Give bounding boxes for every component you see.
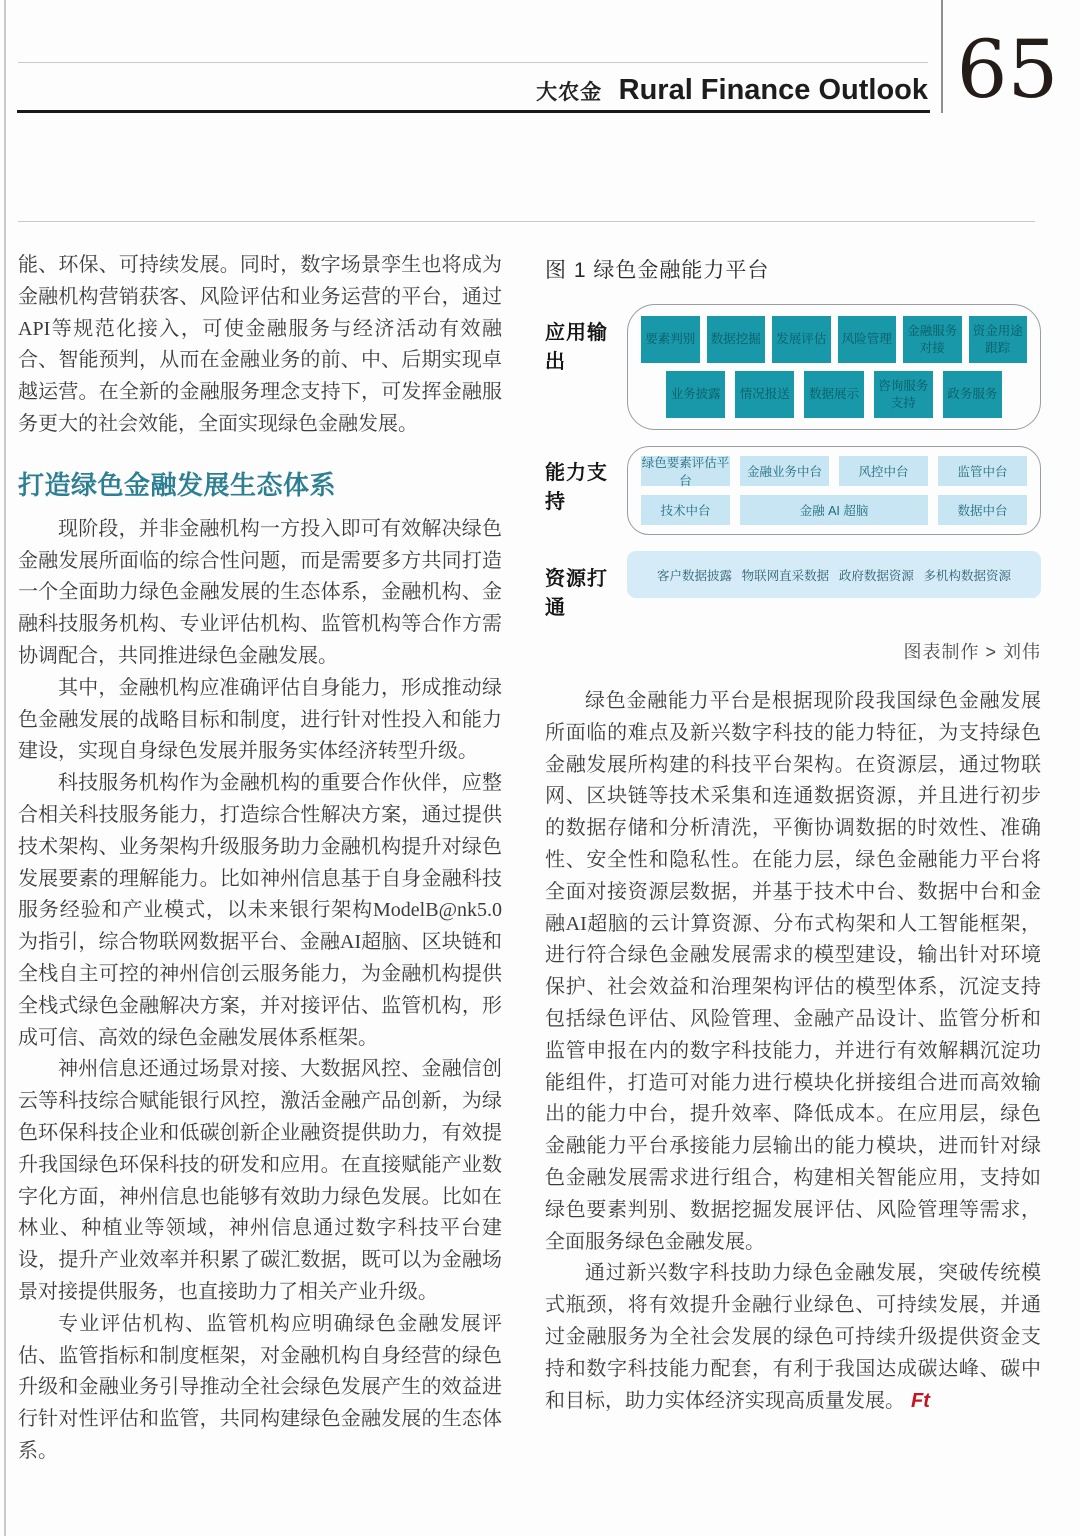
left-column <box>18 250 502 1468</box>
figure-layer-resource <box>545 551 1041 620</box>
figure-box: 业务披露 <box>666 371 725 418</box>
layer-label: 应用输出 <box>545 322 608 373</box>
resource-item: 物联网直采数据 <box>741 568 830 583</box>
capability-panel <box>627 446 1041 535</box>
article-end-mark: Ft <box>911 1389 930 1412</box>
header-rule-black <box>17 110 930 113</box>
resource-item: 客户数据披露 <box>657 568 733 583</box>
paragraph: 科技服务机构作为金融机构的重要合作伙伴，应整合相关科技服务能力，打造综合性解决方案，通过提供技术架构、业务架构升级服务助力金融机构提升对绿色发展要素的理解能力。比如神州信息基于自身金融科技服务经验和产业模式，以未来银行架构ModelB@nk5.0为指引，综合物联网数据平台、金融AI超脑、区块链和全栈自主可控的神州信创云服务能力，为金融机构提供全栈式绿色金融解决方案，并对接评估、监管机构，形成可信、高效的绿色金融发展体系框架。 <box>18 772 502 1049</box>
article-body <box>18 250 1041 1468</box>
figure-box: 金融服务对接 <box>903 316 962 363</box>
figure-box: 监管中台 <box>938 456 1027 486</box>
page-number: 65 <box>956 23 1059 116</box>
capability-grid <box>641 456 1027 525</box>
figure-box: 数据展示 <box>804 371 863 418</box>
resource-item: 多机构数据资源 <box>923 568 1011 583</box>
paragraph: 其中，金融机构应准确评估自身能力，形成推动绿色金融发展的战略目标和制度，进行针对性投入和能力建设，实现自身绿色发展并服务实体经济转型升级。 <box>18 676 502 763</box>
paragraph <box>545 1258 1041 1417</box>
app-output-panel <box>627 304 1041 430</box>
figure-box: 发展评估 <box>772 316 831 363</box>
paragraph: 神州信息还通过场景对接、大数据风控、金融信创云等科技综合赋能银行风控，激活金融产品创新，为绿色环保科技企业和低碳创新企业融资提供助力，有效提升我国绿色环保科技的研发和应用。在直接赋能产业数字化方面，神州信息也能够有效助力绿色发展。比如在林业、种植业等领域，神州信息通过数字科技平台建设，提升产业效率并积累了碳汇数据，既可以为金融场景对接提供服务，也直接助力了相关产业升级。 <box>18 1058 502 1303</box>
figure-box: 风控中台 <box>839 456 928 486</box>
figure-box: 要素判别 <box>641 316 700 363</box>
header-brand <box>18 74 928 107</box>
app-output-row1 <box>641 316 1027 363</box>
figure-box: 咨询服务支持 <box>874 371 933 418</box>
header-rule-top <box>18 62 928 63</box>
section-heading: 打造绿色金融发展生态体系 <box>18 469 337 500</box>
resource-item: 政府数据资源 <box>838 568 914 583</box>
figure-box: 情况报送 <box>735 371 794 418</box>
figure-layer-capability <box>545 446 1041 535</box>
page-header <box>0 0 1080 222</box>
figure-title: 图 1 绿色金融能力平台 <box>545 259 770 282</box>
paragraph: 能、环保、可持续发展。同时，数字场景孪生也将成为金融机构营销获客、风险评估和业务运营的平台，通过API等规范化接入，可使金融服务与经济活动有效融合、智能预判，从而在金融业务的前、中、后期实现卓越运营。在全新的金融服务理念支持下，可发挥金融服务更大的社会效能，全面实现绿色金融发展。 <box>18 254 502 435</box>
figure-box: 数据挖掘 <box>707 316 766 363</box>
figure-caption: 图表制作 > 刘伟 <box>903 642 1041 662</box>
figure-green-finance-platform <box>545 254 1041 664</box>
app-output-row2 <box>641 371 1027 418</box>
page-edge-line <box>4 0 6 1536</box>
paragraph-text: 通过新兴数字科技助力绿色金融发展，突破传统模式瓶颈，将有效提升金融行业绿色、可持续发展，并通过金融服务为全社会发展的绿色可持续升级提供资金支持和数字科技能力配套，有利于我国达成碳达峰、碳中和目标，助力实体经济实现高质量发展。 <box>545 1262 1041 1412</box>
figure-box: 金融业务中台 <box>740 456 829 486</box>
layer-label: 能力支持 <box>545 462 608 513</box>
figure-box: 绿色要素评估平台 <box>641 456 730 488</box>
header-rule-bottom <box>18 221 1035 222</box>
brand-chinese: 大农金 <box>536 81 603 104</box>
figure-box: 风险管理 <box>838 316 897 363</box>
resource-band <box>627 551 1041 598</box>
right-column <box>545 250 1041 1417</box>
figure-box: 技术中台 <box>641 495 730 525</box>
paragraph: 专业评估机构、监管机构应明确绿色金融发展评估、监管指标和制度框架，对金融机构自身经营的绿色升级和金融业务引导推动全社会绿色发展产生的效益进行针对性评估和监管，共同构建绿色金融发展的生态体系。 <box>18 1312 502 1462</box>
figure-box: 数据中台 <box>938 495 1027 525</box>
figure-box: 资金用途跟踪 <box>969 316 1028 363</box>
layer-label: 资源打通 <box>545 568 608 619</box>
header-vertical-divider <box>941 0 943 113</box>
figure-box: 政务服务 <box>943 371 1002 418</box>
paragraph: 现阶段，并非金融机构一方投入即可有效解决绿色金融发展所面临的综合性问题，而是需要多方共同打造一个全面助力绿色金融发展的生态体系，金融机构、金融科技服务机构、专业评估机构、监管机构等合作方需协调配合，共同推进绿色金融发展。 <box>18 517 502 667</box>
brand-english: Rural Finance Outlook <box>618 74 928 106</box>
paragraph: 绿色金融能力平台是根据现阶段我国绿色金融发展所面临的难点及新兴数字科技的能力特征，为支持绿色金融发展所构建的科技平台架构。在资源层，通过物联网、区块链等技术采集和连通数据资源，并且进行初步的数据存储和分析清洗，平衡协调数据的时效性、准确性、安全性和隐私性。在能力层，绿色金融能力平台将全面对接资源层数据，并基于技术中台、数据中台和金融AI超脑的云计算资源、分布式构架和人工智能框架，进行符合绿色金融发展需求的模型建设，输出针对环境保护、社会效益和治理架构评估的模型体系，沉淀支持包括绿色评估、风险管理、金融产品设计、监管分析和监管申报在内的数字科技能力，并进行有效解耦沉淀功能组件，打造可对能力进行模块化拼接组合进而高效输出的能力中台，提升效率、降低成本。在应用层，绿色金融能力平台承接能力层输出的能力模块，进而针对绿色金融发展需求进行组合，构建相关智能应用，支持如绿色要素判别、数据挖掘发展评估、风险管理等需求，全面服务绿色金融发展。 <box>545 690 1041 1253</box>
figure-layer-app-output <box>545 304 1041 430</box>
figure-box: 金融 AI 超脑 <box>740 495 928 525</box>
